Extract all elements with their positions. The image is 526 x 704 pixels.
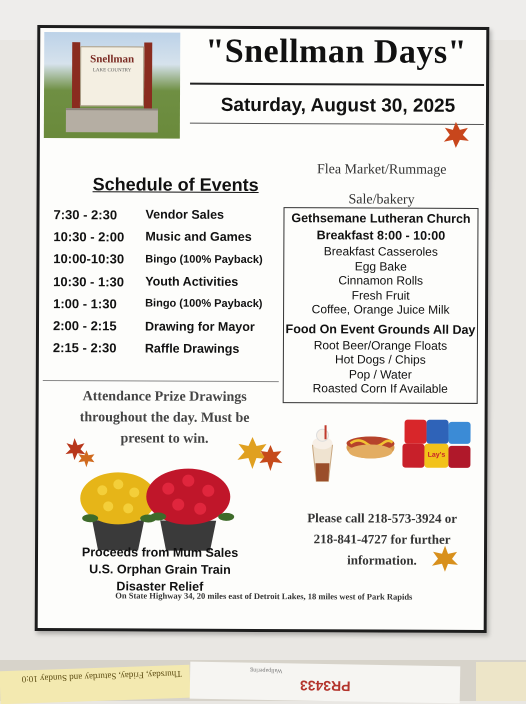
sign-name: Snellman — [90, 53, 135, 66]
chip-bag — [449, 422, 471, 444]
schedule-time: 2:00 - 2:15 — [52, 318, 117, 334]
clipping-subtext: Wallpapering — [250, 666, 283, 674]
breakfast-item: Fresh Fruit — [351, 287, 410, 303]
chip-bag: Lay's — [424, 444, 448, 468]
background-clipping — [0, 665, 191, 704]
chip-bag — [402, 444, 424, 468]
contact-line: 218-841-4727 for further — [313, 531, 451, 547]
sign-post — [144, 42, 152, 112]
schedule-time: 1:00 - 1:30 — [53, 295, 117, 312]
schedule-time: 10:00-10:30 — [53, 251, 125, 267]
flea-line: Flea Market/Rummage — [316, 162, 447, 178]
town-sign-photo — [44, 32, 180, 139]
schedule-event: Bingo (100% Payback) — [145, 253, 263, 266]
schedule-event: Music and Games — [145, 229, 252, 245]
food-item: Root Beer/Orange Floats — [313, 337, 448, 353]
sign-subtitle: LAKE COUNTRY — [92, 68, 132, 74]
schedule-time: 2:15 - 2:30 — [52, 340, 117, 356]
food-item: Roasted Corn If Available — [312, 381, 448, 396]
proceeds-line: Disaster Relief — [116, 579, 204, 594]
proceeds-text — [60, 544, 260, 596]
proceeds-line: Proceeds from Mum Sales — [81, 545, 239, 560]
food-item: Hot Dogs / Chips — [334, 352, 426, 367]
event-flyer — [35, 25, 490, 633]
breakfast-item: Breakfast Casseroles — [323, 244, 438, 259]
root-beer-float-icon — [304, 423, 340, 485]
sign-stone-base — [66, 108, 158, 132]
chips-bags-image — [402, 420, 474, 470]
schedule-row — [53, 225, 293, 248]
schedule-time: 7:30 - 2:30 — [53, 206, 118, 223]
divider — [190, 83, 484, 86]
divider — [43, 380, 279, 382]
schedule-row — [53, 337, 293, 360]
chip-bag — [427, 420, 449, 444]
flea-line: Sale/bakery — [348, 192, 415, 208]
location-text: On State Highway 34, 20 miles east of Detroit Lakes, 18 miles west of Park Rapids — [115, 590, 413, 602]
schedule-time: 10:30 - 1:30 — [53, 273, 125, 289]
schedule-row — [53, 248, 293, 271]
autumn-leaf-icon — [442, 120, 470, 150]
schedule-title: Schedule of Events — [92, 174, 259, 195]
attendance-line: present to win. — [120, 431, 209, 447]
church-food-box — [283, 207, 479, 404]
food-item: Pop / Water — [348, 366, 412, 382]
schedule-event: Bingo (100% Payback) — [145, 297, 263, 311]
potted-mums-image — [78, 464, 238, 555]
sign-board — [80, 46, 144, 106]
autumn-leaves-icon — [234, 433, 288, 477]
schedule-time: 10:30 - 2:00 — [53, 229, 125, 245]
schedule-list — [53, 203, 294, 360]
breakfast-item: Cinnamon Rolls — [338, 273, 424, 288]
church-name: Gethsemane Lutheran Church — [291, 211, 471, 226]
clipping-text: Thursday, Friday, Saturday and Sunday 10:0 — [21, 668, 182, 685]
event-date: Saturday, August 30, 2025 — [220, 94, 456, 117]
schedule-event: Vendor Sales — [145, 207, 225, 222]
autumn-leaf-icon — [430, 544, 460, 574]
chip-bag — [405, 420, 427, 444]
attendance-line: throughout the day. Must be — [79, 410, 250, 426]
schedule-row — [53, 203, 293, 226]
food-heading: Food On Event Grounds All Day — [285, 321, 476, 337]
schedule-event: Drawing for Mayor — [144, 319, 255, 334]
schedule-event: Raffle Drawings — [144, 341, 240, 356]
schedule-row — [53, 315, 293, 338]
breakfast-item: Coffee, Orange Juice Milk — [311, 302, 450, 317]
schedule-event: Youth Activities — [145, 274, 239, 289]
flyer-title: "Snellman Days" — [205, 32, 468, 71]
clipping-text: PR3433 — [299, 677, 351, 695]
breakfast-item: Egg Bake — [354, 258, 407, 274]
schedule-row — [53, 270, 293, 293]
schedule-row — [53, 292, 293, 315]
background-clipping — [190, 662, 461, 704]
background-clipping — [476, 662, 526, 701]
proceeds-line: U.S. Orphan Grain Train — [89, 562, 231, 577]
attendance-line: Attendance Prize Drawings — [82, 389, 247, 405]
contact-line: Please call 218-573-3924 or — [307, 510, 458, 526]
chip-bag — [448, 446, 470, 468]
divider — [190, 123, 484, 125]
breakfast-heading: Breakfast 8:00 - 10:00 — [316, 228, 446, 243]
contact-line: information. — [347, 552, 417, 568]
hot-dog-icon — [344, 425, 396, 465]
